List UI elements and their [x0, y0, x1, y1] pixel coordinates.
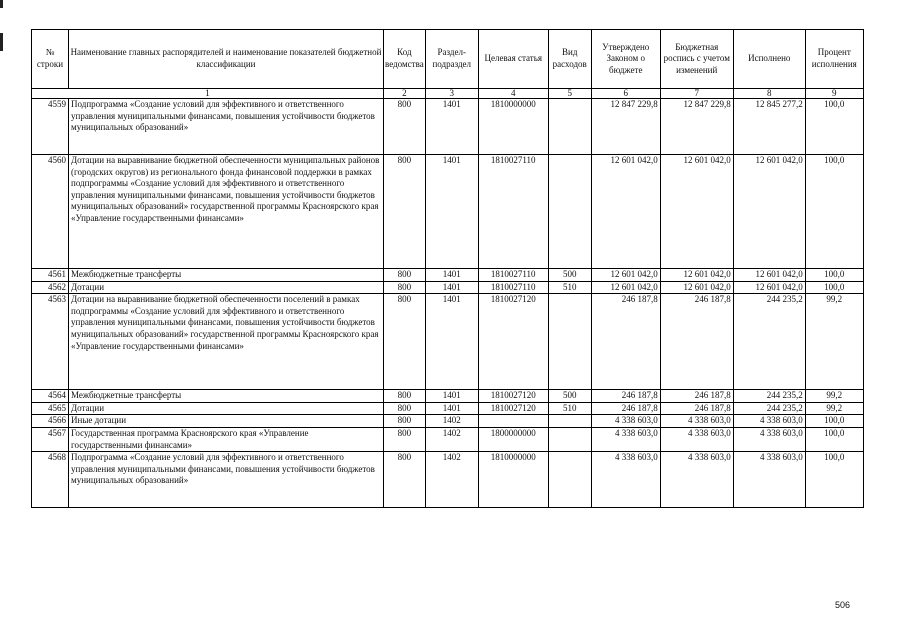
row-target-article-cell: 1810027120	[478, 402, 548, 415]
row-expense-type-cell: 510	[548, 281, 591, 294]
row-section-cell: 1402	[425, 415, 478, 428]
row-expense-type-cell	[548, 415, 591, 428]
row-section-cell: 1401	[425, 155, 478, 269]
row-number-cell: 4568	[32, 452, 69, 508]
table-row	[32, 269, 864, 282]
row-revised-cell: 12 601 042,0	[660, 269, 733, 282]
row-section-cell: 1402	[425, 427, 478, 451]
header-expense-type: Вид расходов	[548, 30, 591, 89]
row-expense-type-cell: 500	[548, 269, 591, 282]
row-number-cell: 4564	[32, 390, 69, 403]
row-percent-cell: 100,0	[805, 452, 863, 508]
row-target-article-cell: 1810027110	[478, 269, 548, 282]
column-number: 1	[32, 89, 384, 99]
row-number-cell: 4566	[32, 415, 69, 428]
row-expense-type-cell: 510	[548, 402, 591, 415]
row-expense-type-cell	[548, 99, 591, 155]
row-executed-cell: 244 235,2	[733, 402, 805, 415]
row-approved-cell: 246 187,8	[591, 402, 660, 415]
row-target-article-cell	[478, 415, 548, 428]
row-department-code-cell: 800	[384, 99, 426, 155]
row-number-cell: 4561	[32, 269, 69, 282]
row-revised-cell: 12 601 042,0	[660, 155, 733, 269]
row-percent-cell: 99,2	[805, 390, 863, 403]
row-approved-cell: 246 187,8	[591, 390, 660, 403]
row-number-cell: 4567	[32, 427, 69, 451]
column-number: 9	[805, 89, 863, 99]
column-number-row	[32, 89, 864, 99]
row-name-cell: Дотации на выравнивание бюджетной обеспеченности поселений в рамках подпрограммы «Создание условий для эффективного и ответственного управления муниципальными финансами, повышения устойчивости бюджетов муниципальных образований» государственной программы Красноярского края «Управление государственными финансами»	[69, 294, 384, 390]
row-executed-cell: 12 601 042,0	[733, 281, 805, 294]
column-number: 3	[425, 89, 478, 99]
row-section-cell: 1402	[425, 452, 478, 508]
table-row	[32, 427, 864, 451]
row-department-code-cell: 800	[384, 390, 426, 403]
header-executed: Исполнено	[733, 30, 805, 89]
row-section-cell: 1401	[425, 269, 478, 282]
row-number-cell: 4565	[32, 402, 69, 415]
row-executed-cell: 12 845 277,2	[733, 99, 805, 155]
table-row	[32, 415, 864, 428]
table-row	[32, 390, 864, 403]
row-revised-cell: 12 847 229,8	[660, 99, 733, 155]
table-row	[32, 294, 864, 390]
row-target-article-cell: 1810027110	[478, 155, 548, 269]
row-section-cell: 1401	[425, 402, 478, 415]
row-revised-cell: 12 601 042,0	[660, 281, 733, 294]
header-row-number: № строки	[32, 30, 69, 89]
header-revised: Бюджетная роспись с учетом изменений	[660, 30, 733, 89]
row-target-article-cell: 1810027110	[478, 281, 548, 294]
row-target-article-cell: 1810000000	[478, 452, 548, 508]
row-name-cell: Межбюджетные трансферты	[69, 269, 384, 282]
row-section-cell: 1401	[425, 390, 478, 403]
row-revised-cell: 4 338 603,0	[660, 427, 733, 451]
row-target-article-cell: 1810000000	[478, 99, 548, 155]
table-row	[32, 402, 864, 415]
row-department-code-cell: 800	[384, 294, 426, 390]
row-approved-cell: 4 338 603,0	[591, 427, 660, 451]
row-expense-type-cell	[548, 452, 591, 508]
header-percent: Процент исполнения	[805, 30, 863, 89]
row-revised-cell: 4 338 603,0	[660, 415, 733, 428]
column-number: 7	[660, 89, 733, 99]
header-department-code: Код ведомства	[384, 30, 426, 89]
row-section-cell: 1401	[425, 99, 478, 155]
row-name-cell: Подпрограмма «Создание условий для эффективного и ответственного управления муниципальными финансами, повышения устойчивости бюджетов муниципальных образований»	[69, 452, 384, 508]
table-row	[32, 155, 864, 269]
row-department-code-cell: 800	[384, 269, 426, 282]
row-percent-cell: 100,0	[805, 269, 863, 282]
scan-margin-mark-top	[0, 0, 3, 8]
row-name-cell: Межбюджетные трансферты	[69, 390, 384, 403]
row-department-code-cell: 800	[384, 415, 426, 428]
row-department-code-cell: 800	[384, 155, 426, 269]
row-number-cell: 4560	[32, 155, 69, 269]
row-revised-cell: 246 187,8	[660, 402, 733, 415]
row-number-cell: 4559	[32, 99, 69, 155]
row-section-cell: 1401	[425, 294, 478, 390]
row-expense-type-cell	[548, 155, 591, 269]
row-section-cell: 1401	[425, 281, 478, 294]
row-executed-cell: 4 338 603,0	[733, 415, 805, 428]
header-section: Раздел-подраздел	[425, 30, 478, 89]
page-number: 506	[835, 600, 851, 610]
row-name-cell: Подпрограмма «Создание условий для эффективного и ответственного управления муниципальными финансами, повышения устойчивости бюджетов муниципальных образований»	[69, 99, 384, 155]
row-executed-cell: 12 601 042,0	[733, 155, 805, 269]
row-name-cell: Дотации на выравнивание бюджетной обеспеченности муниципальных районов (городских округов) из регионального фонда финансовой поддержки в рамках подпрограммы «Создание условий для эффективного и ответственного управления муниципальными финансами, повышения устойчивости бюджетов муниципальных образований» государственной программы Красноярского края «Управление государственными финансами»	[69, 155, 384, 269]
row-revised-cell: 246 187,8	[660, 390, 733, 403]
budget-execution-table	[31, 29, 864, 508]
row-approved-cell: 12 601 042,0	[591, 155, 660, 269]
row-department-code-cell: 800	[384, 281, 426, 294]
header-target-article: Целевая статья	[478, 30, 548, 89]
row-revised-cell: 4 338 603,0	[660, 452, 733, 508]
row-target-article-cell: 1800000000	[478, 427, 548, 451]
row-approved-cell: 4 338 603,0	[591, 452, 660, 508]
row-percent-cell: 100,0	[805, 155, 863, 269]
row-number-cell: 4562	[32, 281, 69, 294]
row-name-cell: Дотации	[69, 402, 384, 415]
row-expense-type-cell: 500	[548, 390, 591, 403]
row-percent-cell: 99,2	[805, 294, 863, 390]
row-approved-cell: 12 847 229,8	[591, 99, 660, 155]
row-percent-cell: 100,0	[805, 415, 863, 428]
row-executed-cell: 4 338 603,0	[733, 452, 805, 508]
row-number-cell: 4563	[32, 294, 69, 390]
row-target-article-cell: 1810027120	[478, 294, 548, 390]
column-number: 8	[733, 89, 805, 99]
row-name-cell: Государственная программа Красноярского края «Управление государственными финансами»	[69, 427, 384, 451]
row-expense-type-cell	[548, 427, 591, 451]
row-percent-cell: 100,0	[805, 427, 863, 451]
row-department-code-cell: 800	[384, 402, 426, 415]
row-name-cell: Дотации	[69, 281, 384, 294]
row-approved-cell: 12 601 042,0	[591, 269, 660, 282]
column-number: 6	[591, 89, 660, 99]
row-approved-cell: 246 187,8	[591, 294, 660, 390]
table-header-row	[32, 30, 864, 89]
row-name-cell: Иные дотации	[69, 415, 384, 428]
column-number: 4	[478, 89, 548, 99]
table-row	[32, 452, 864, 508]
row-percent-cell: 100,0	[805, 281, 863, 294]
row-approved-cell: 12 601 042,0	[591, 281, 660, 294]
header-name: Наименование главных распорядителей и наименование показателей бюджетной классификации	[69, 30, 384, 89]
row-department-code-cell: 800	[384, 427, 426, 451]
row-executed-cell: 12 601 042,0	[733, 269, 805, 282]
row-executed-cell: 4 338 603,0	[733, 427, 805, 451]
row-department-code-cell: 800	[384, 452, 426, 508]
row-executed-cell: 244 235,2	[733, 390, 805, 403]
scan-margin-mark-bottom	[0, 33, 3, 51]
row-approved-cell: 4 338 603,0	[591, 415, 660, 428]
row-expense-type-cell	[548, 294, 591, 390]
header-approved: Утверждено Законом о бюджете	[591, 30, 660, 89]
row-percent-cell: 99,2	[805, 402, 863, 415]
row-executed-cell: 244 235,2	[733, 294, 805, 390]
table-row	[32, 281, 864, 294]
table-row	[32, 99, 864, 155]
row-target-article-cell: 1810027120	[478, 390, 548, 403]
row-percent-cell: 100,0	[805, 99, 863, 155]
row-revised-cell: 246 187,8	[660, 294, 733, 390]
column-number: 2	[384, 89, 426, 99]
column-number: 5	[548, 89, 591, 99]
